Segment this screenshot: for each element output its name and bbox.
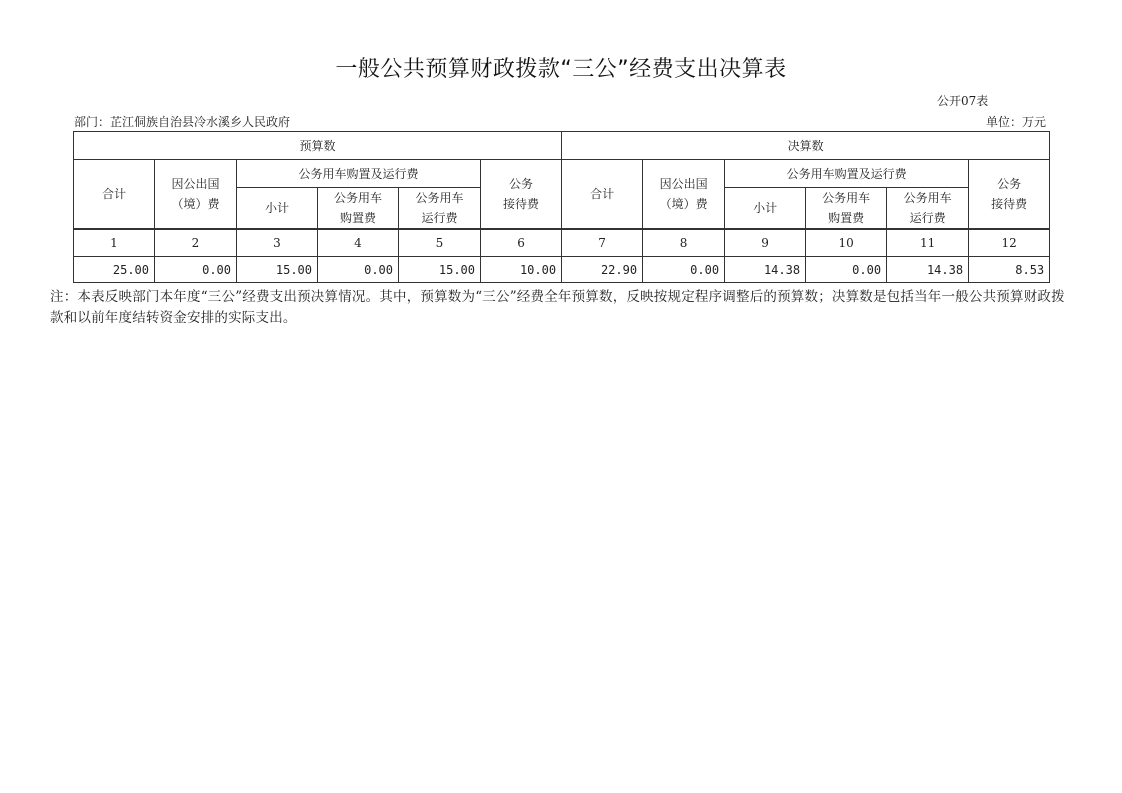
column-number: 9 xyxy=(725,229,806,257)
header-line: 公务用车 xyxy=(333,191,382,205)
budget-subtotal-value: 15.00 xyxy=(237,257,318,283)
final-vehicle-operate-header xyxy=(887,188,969,230)
form-number: 公开07表 xyxy=(937,94,989,108)
header-line: 公务 xyxy=(997,177,1022,191)
budget-vehicle-operate-value: 15.00 xyxy=(399,257,481,283)
budget-reception-header xyxy=(481,160,562,230)
column-number-row xyxy=(74,229,1050,257)
column-number: 12 xyxy=(969,229,1050,257)
header-line: 公务用车 xyxy=(415,191,464,205)
budget-abroad-header xyxy=(155,160,237,230)
header-line: （境）费 xyxy=(171,197,220,211)
final-subtotal-value: 14.38 xyxy=(725,257,806,283)
budget-subtotal-header: 小计 xyxy=(237,188,318,230)
budget-total-value: 25.00 xyxy=(74,257,155,283)
expenditure-table xyxy=(73,131,1050,283)
header-line: 公务 xyxy=(509,177,534,191)
final-abroad-header xyxy=(643,160,725,230)
column-number: 1 xyxy=(74,229,155,257)
header-line: 因公出国 xyxy=(171,177,220,191)
department-label: 部门：芷江侗族自治县冷水溪乡人民政府 xyxy=(74,115,291,129)
final-reception-value: 8.53 xyxy=(969,257,1050,283)
header-line: 公务用车 xyxy=(903,191,952,205)
column-number: 11 xyxy=(887,229,969,257)
header-line: 接待费 xyxy=(991,197,1028,211)
header-line: 公务用车 xyxy=(822,191,871,205)
column-number: 8 xyxy=(643,229,725,257)
header-line: 运行费 xyxy=(421,211,458,225)
header-line: 因公出国 xyxy=(659,177,708,191)
final-subtotal-header: 小计 xyxy=(725,188,806,230)
budget-group-header: 预算数 xyxy=(74,132,562,160)
final-vehicle-purchase-header xyxy=(806,188,887,230)
column-number: 2 xyxy=(155,229,237,257)
final-abroad-value: 0.00 xyxy=(643,257,725,283)
column-number: 7 xyxy=(562,229,643,257)
unit-label: 单位：万元 xyxy=(985,115,1046,129)
budget-total-header: 合计 xyxy=(74,160,155,230)
header-line: 购置费 xyxy=(828,211,865,225)
column-number: 10 xyxy=(806,229,887,257)
header-line: 购置费 xyxy=(339,211,376,225)
column-number: 3 xyxy=(237,229,318,257)
header-line: 接待费 xyxy=(503,197,540,211)
final-group-header: 决算数 xyxy=(562,132,1050,160)
final-total-value: 22.90 xyxy=(562,257,643,283)
column-number: 5 xyxy=(399,229,481,257)
column-number: 6 xyxy=(481,229,562,257)
budget-abroad-value: 0.00 xyxy=(155,257,237,283)
budget-vehicle-group-header: 公务用车购置及运行费 xyxy=(237,160,481,188)
budget-reception-value: 10.00 xyxy=(481,257,562,283)
table-row xyxy=(74,257,1050,283)
final-reception-header xyxy=(969,160,1050,230)
column-number: 4 xyxy=(318,229,399,257)
budget-vehicle-purchase-value: 0.00 xyxy=(318,257,399,283)
header-line: 运行费 xyxy=(909,211,946,225)
budget-vehicle-operate-header xyxy=(399,188,481,230)
final-vehicle-purchase-value: 0.00 xyxy=(806,257,887,283)
page-title: 一般公共预算财政拨款“三公”经费支出决算表 xyxy=(335,57,787,82)
budget-vehicle-purchase-header xyxy=(318,188,399,230)
final-vehicle-operate-value: 14.38 xyxy=(887,257,969,283)
final-vehicle-group-header: 公务用车购置及运行费 xyxy=(725,160,969,188)
final-total-header: 合计 xyxy=(562,160,643,230)
footnote: 注：本表反映部门本年度“三公”经费支出预决算情况。其中，预算数为“三公”经费全年预算数，反映按规定程序调整后的预算数；决算数是包括当年一般公共预算财政拨款和以前年度结转资金安排的实际支出。 xyxy=(50,289,1065,326)
header-line: （境）费 xyxy=(659,197,708,211)
